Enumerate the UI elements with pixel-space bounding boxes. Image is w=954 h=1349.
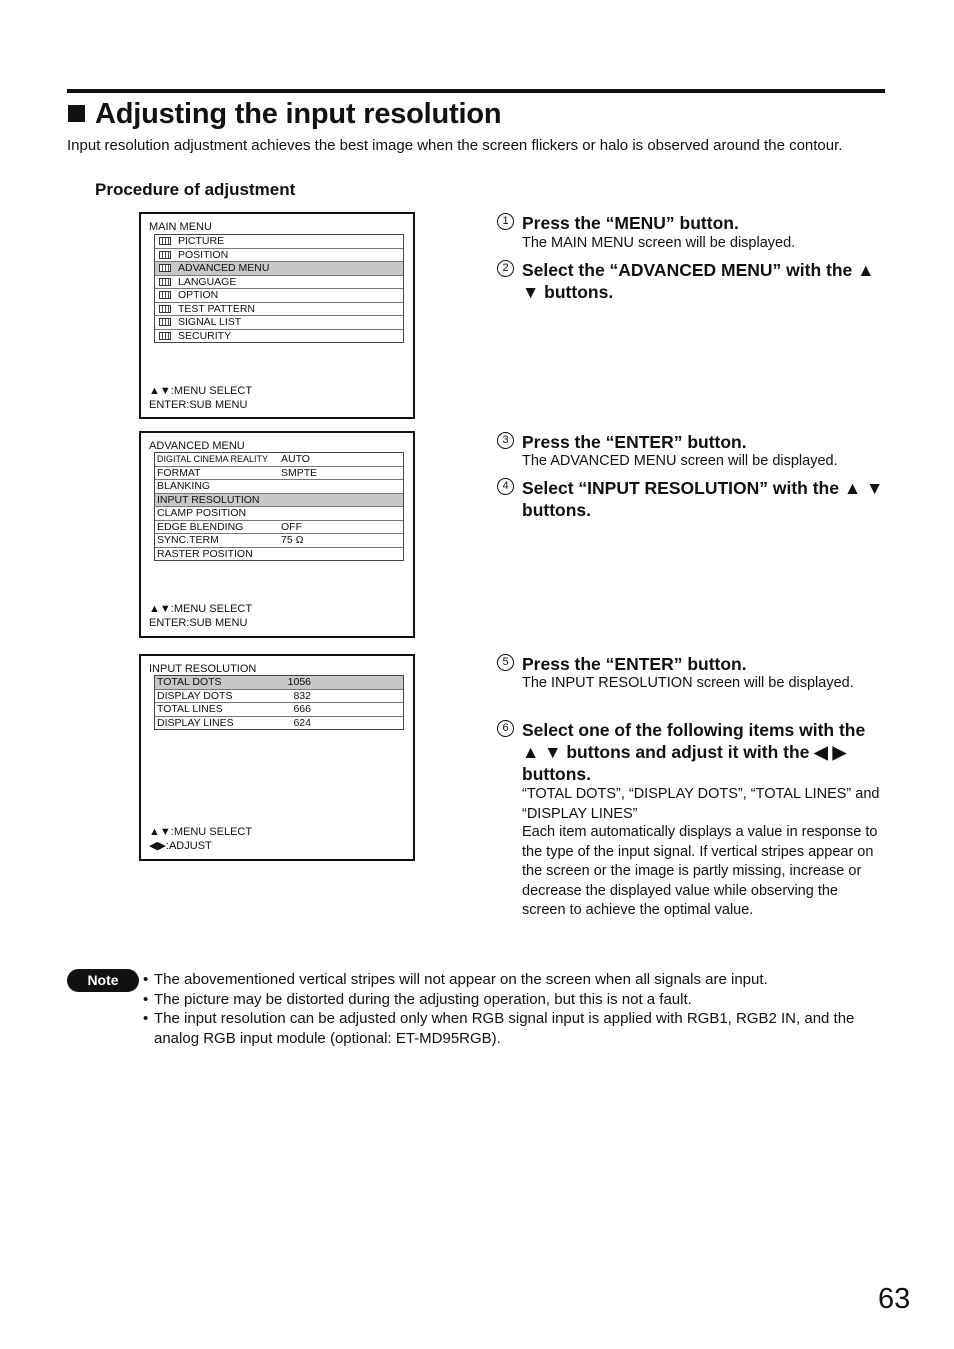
step-heading: Press the “ENTER” button. (522, 432, 747, 452)
step-number: 1 (497, 213, 514, 230)
setting-sync-term[interactable]: SYNC.TERM 75 Ω (155, 534, 403, 548)
hint-menu-select: ▲▼:MENU SELECT (149, 603, 253, 615)
step-number: 2 (497, 260, 514, 277)
setting-total-lines[interactable]: TOTAL LINES 666 (155, 703, 403, 717)
menu-item-test-pattern[interactable]: TEST PATTERN (155, 303, 403, 317)
main-menu-screen (139, 212, 415, 419)
input-resolution-screen (139, 654, 415, 861)
step-number: 6 (497, 720, 514, 737)
step-detail: Each item automatically displays a value in response to the type of the input signal. If vertical stripes appear on the screen or the image is partly missing, increase or decrease the displayed value while observing the screen to achieve the optimal value. (522, 824, 878, 918)
menu-item-position[interactable]: POSITION (155, 249, 403, 263)
hint-sub-menu: ENTER:SUB MENU (149, 399, 248, 411)
square-bullet-icon (68, 105, 85, 122)
setting-input-resolution[interactable]: INPUT RESOLUTION (155, 494, 403, 508)
step-description: The ADVANCED MENU screen will be displayed. (522, 453, 838, 469)
advanced-menu-screen (139, 431, 415, 638)
screen-title: ADVANCED MENU (149, 440, 245, 452)
language-icon (159, 278, 171, 286)
setting-display-dots[interactable]: DISPLAY DOTS 832 (155, 690, 403, 704)
step-number: 5 (497, 654, 514, 671)
notes-list (143, 970, 888, 1048)
step-heading: Press the “MENU” button. (522, 213, 739, 233)
step-heading: Select “INPUT RESOLUTION” with the ▲ ▼ buttons. (522, 478, 884, 520)
step-heading: Select the “ADVANCED MENU” with the ▲ ▼ buttons. (522, 260, 875, 302)
position-icon (159, 251, 171, 259)
step-description: The INPUT RESOLUTION screen will be displayed. (522, 675, 854, 691)
advanced-menu-icon (159, 264, 171, 272)
screen-title: INPUT RESOLUTION (149, 663, 257, 675)
main-menu-list (154, 234, 404, 343)
intro-text: Input resolution adjustment achieves the best image when the screen flickers or halo is observed around the contour. (67, 137, 843, 154)
setting-total-dots[interactable]: TOTAL DOTS 1056 (155, 676, 403, 690)
menu-item-option[interactable]: OPTION (155, 289, 403, 303)
note-badge: Note (67, 969, 139, 992)
hint-sub-menu: ENTER:SUB MENU (149, 617, 248, 629)
step-number: 4 (497, 478, 514, 495)
setting-display-lines[interactable]: DISPLAY LINES 624 (157, 716, 311, 729)
step-heading: Select one of the following items with the ▲ ▼ buttons and adjust it with the ◀ ▶ buttons. (522, 720, 866, 784)
note-item: • The abovementioned vertical stripes will not appear on the screen when all signals are input. (143, 970, 888, 990)
test-pattern-icon (159, 305, 171, 313)
setting-clamp-position[interactable]: CLAMP POSITION (155, 507, 403, 521)
page-title (68, 98, 501, 131)
page-title-text: Adjusting the input resolution (95, 98, 502, 130)
note-item: • The picture may be distorted during the adjusting operation, but this is not a fault. (143, 990, 888, 1010)
picture-icon (159, 237, 171, 245)
option-icon (159, 291, 171, 299)
setting-raster-position[interactable]: RASTER POSITION (157, 547, 253, 560)
step-number: 3 (497, 432, 514, 449)
input-resolution-list (154, 675, 404, 730)
menu-item-signal-list[interactable]: SIGNAL LIST (155, 316, 403, 330)
hint-menu-select: ▲▼:MENU SELECT (149, 826, 253, 838)
title-rule (67, 89, 885, 93)
procedure-heading: Procedure of adjustment (95, 180, 296, 199)
advanced-menu-list (154, 452, 404, 561)
step-description: “TOTAL DOTS”, “DISPLAY DOTS”, “TOTAL LINES” and “DISPLAY LINES” (522, 786, 880, 822)
step-description: The MAIN MENU screen will be displayed. (522, 235, 796, 251)
menu-item-language[interactable]: LANGUAGE (155, 276, 403, 290)
menu-item-picture[interactable]: PICTURE (155, 235, 403, 249)
security-icon (159, 332, 171, 340)
setting-format[interactable]: FORMAT SMPTE (155, 467, 403, 481)
page-number: 63 (878, 1283, 911, 1315)
menu-item-advanced-menu[interactable]: ADVANCED MENU (155, 262, 403, 276)
hint-adjust: ◀▶:ADJUST (149, 840, 212, 852)
setting-blanking[interactable]: BLANKING (155, 480, 403, 494)
note-item: • The input resolution can be adjusted only when RGB signal input is applied with RGB1, RGB2 IN, and the analog RGB input module (optional: ET-MD95RGB). (143, 1009, 888, 1048)
setting-digital-cinema-reality[interactable]: DIGITAL CINEMA REALITY AUTO (155, 453, 403, 467)
screen-title: MAIN MENU (149, 221, 212, 233)
setting-edge-blending[interactable]: EDGE BLENDING OFF (155, 521, 403, 535)
menu-item-security[interactable]: SECURITY (155, 330, 403, 343)
step-heading: Press the “ENTER” button. (522, 654, 747, 674)
signal-list-icon (159, 318, 171, 326)
hint-menu-select: ▲▼:MENU SELECT (149, 385, 253, 397)
